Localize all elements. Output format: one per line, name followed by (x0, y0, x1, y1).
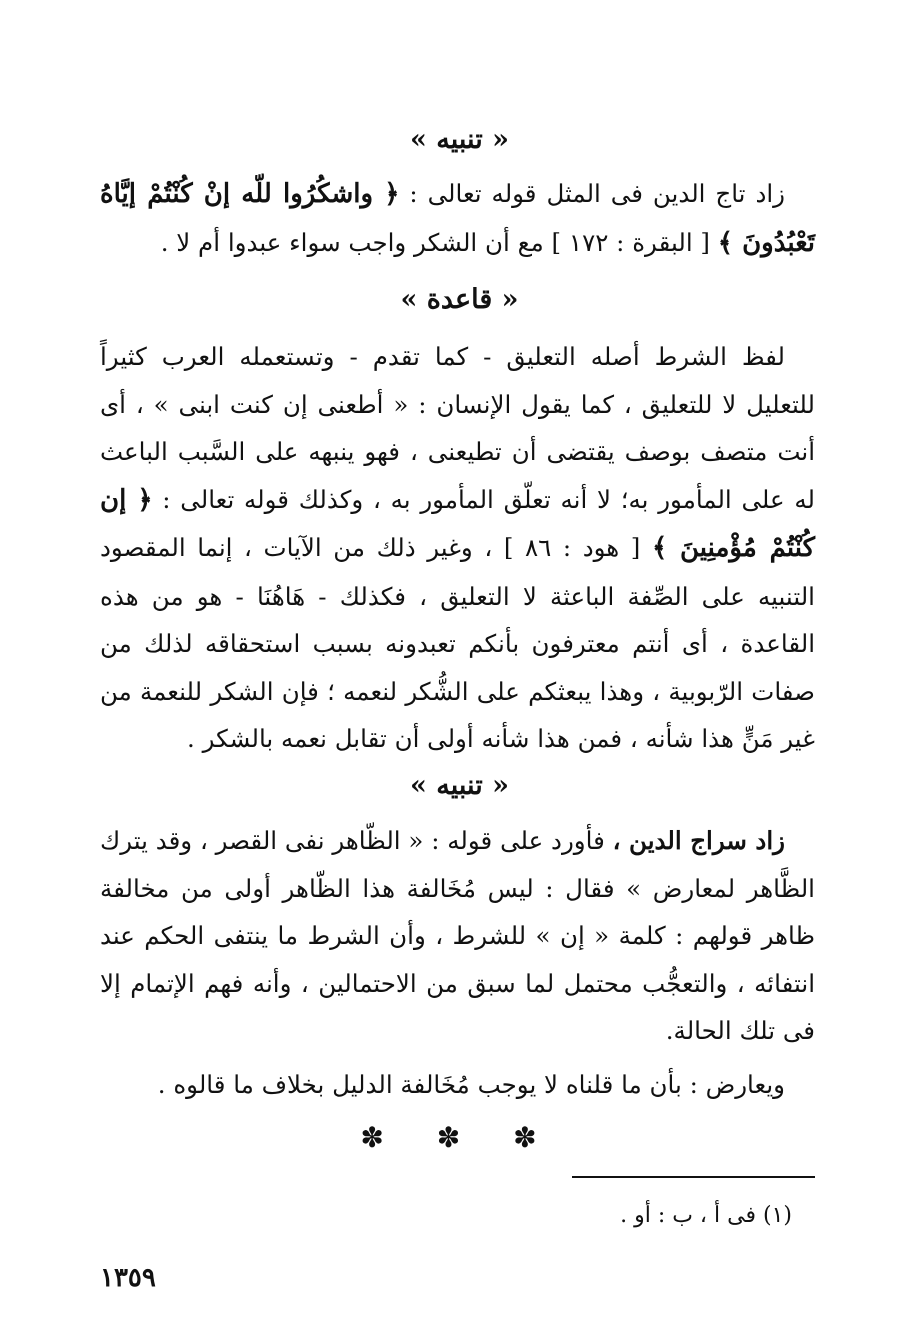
paragraph-text: ويعارض : بأن ما قلناه لا يوجب مُخَالفة الدليل بخلاف ما قالوه . (157, 1069, 785, 1099)
paragraph (100, 333, 815, 763)
quran-verse: ﴿ إن كُنْتُمْ مُؤْمنِينَ ﴾ (100, 484, 816, 563)
section-body-qaida (100, 333, 815, 763)
footnote: (١) فى أ ، ب : أو . (620, 1203, 792, 1228)
quran-verse: ﴿ واشكُرُوا للّه إنْ كُنْتُمْ إيَّاهُ تَعْبُدُونَ ﴾ (100, 179, 815, 258)
section-heading-qaida: « قاعدة » (400, 284, 519, 315)
paragraph (100, 817, 815, 1055)
paragraph-text: فأورد على قوله : « الظّاهر نفى القصر ، وقد يترك الظَّاهر لمعارض » فقال : ليس مُخَالفة هذا الظّاهر أولى من مخالفة ظاهر قولهم : كلمة « إن » للشرط ، وأن الشرط ما ينتفى الحكم عند انتفائه ، والتعجُّب محتمل لما سبق من الاحتمالين ، وأنه فهم الإتمام إلا فى تلك الحالة. (100, 826, 815, 1045)
section-heading-tanbih-1: « تنبيه » (410, 124, 509, 155)
paragraph (100, 170, 815, 267)
section-heading-tanbih-2: « تنبيه » (410, 770, 509, 801)
paragraph-text: زاد تاج الدين فى المثل قوله تعالى : (399, 179, 785, 208)
footnote-rule (572, 1176, 815, 1178)
paragraph-text: [ البقرة : ١٧٢ ] مع أن الشكر واجب سواء عبدوا أم لا . (160, 227, 718, 257)
page-number: ١٣٥٩ (100, 1263, 156, 1293)
paragraph (100, 1061, 815, 1109)
section-body-tanbih-1 (100, 170, 815, 267)
paragraph-text: لفظ الشرط أصله التعليق - كما تقدم - وتستعمله العرب كثيراً للتعليل لا للتعليق ، كما يقول الإنسان : « أطعنى إن كنت ابنى » ، أى أنت متصف بوصف يقتضى أن تطيعنى ، فهو ينبهه على السَّبب الباعث له على المأمور به؛ لا أنه تعلّق المأمور به ، وكذلك قوله تعالى : (100, 342, 815, 514)
section-body-tanbih-2 (100, 817, 815, 1108)
bold-lead: زاد سراج الدين ، (612, 826, 785, 855)
paragraph-text: [ هود : ٨٦ ] ، وغير ذلك من الآيات ، إنما المقصود التنبيه على الصِّفة الباعثة لا التعليق ، فكذلك - هَاهُنَا - هو من هذه القاعدة ، أى أنتم معترفون بأنكم تعبدونه بسبب استحقاقه لذلك من صفات الرّبوبية ، وهذا يبعثكم على الشُّكر لنعمه ؛ فإن الشكر للنعمة من غير مَنٍّ هذا شأنه ، فمن هذا شأنه أولى أن تقابل نعمه بالشكر . (100, 533, 815, 753)
section-separator: ✽ ✽ ✽ (360, 1121, 559, 1154)
